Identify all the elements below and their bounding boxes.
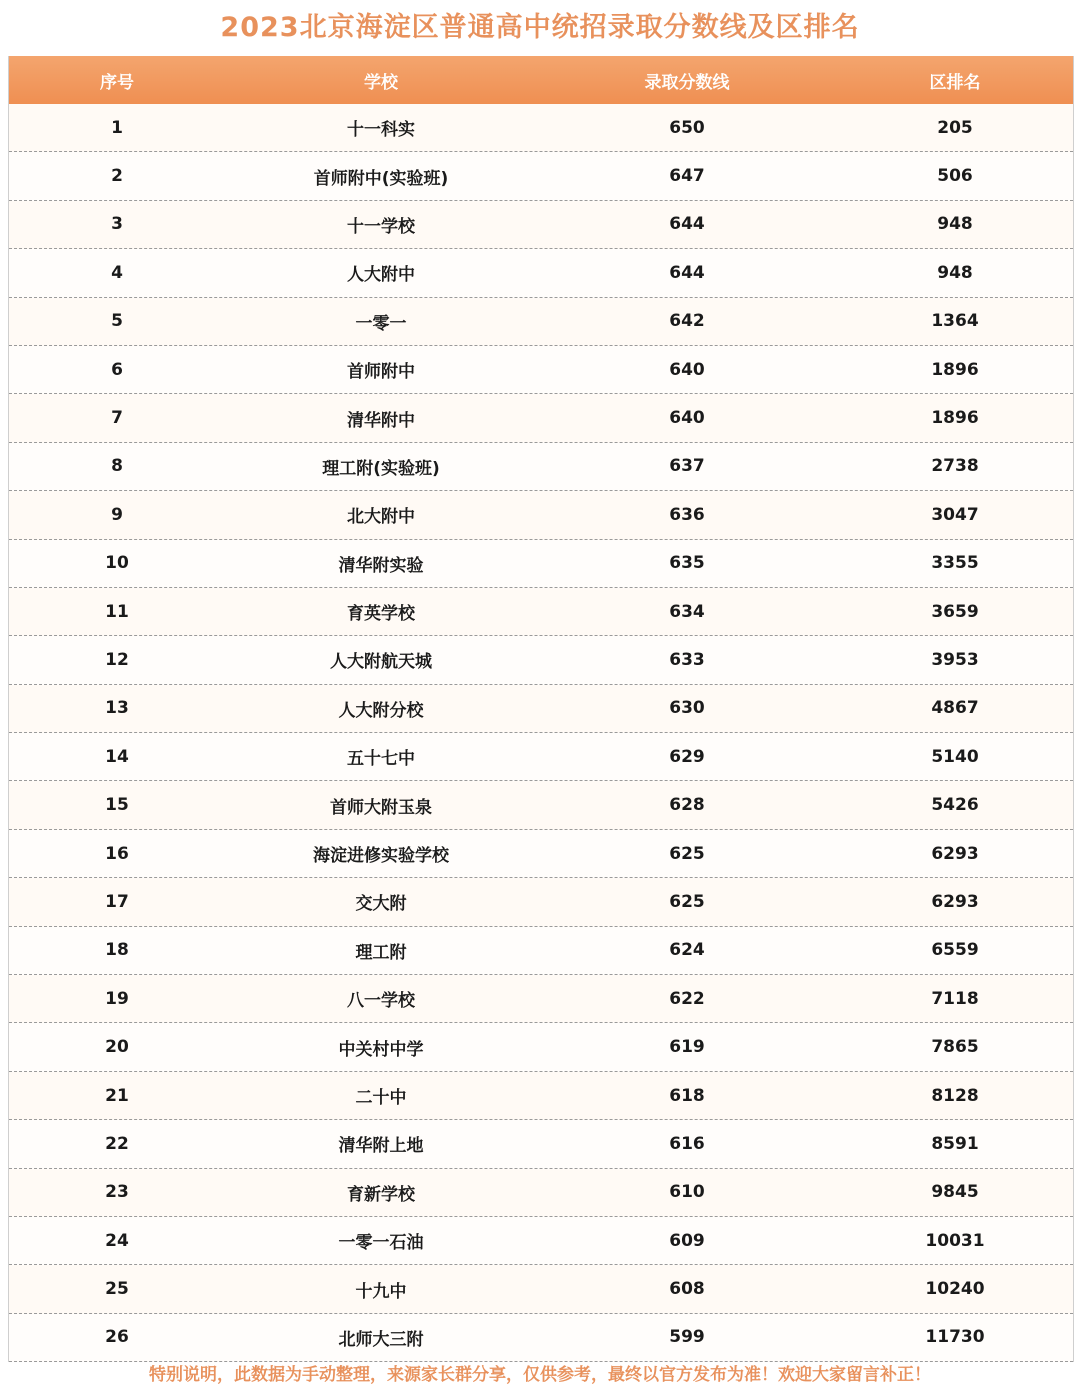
- table-row: [9, 152, 1073, 200]
- table-row: [9, 830, 1073, 878]
- row-score: 618: [669, 1085, 705, 1106]
- table-row: [9, 540, 1073, 588]
- table-row: [9, 201, 1073, 249]
- row-rank: 8591: [931, 1133, 979, 1154]
- row-school: 清华附中: [347, 410, 415, 431]
- row-score: 630: [669, 698, 705, 719]
- row-rank: 5426: [931, 795, 979, 816]
- row-index: 24: [105, 1230, 129, 1251]
- table-row: [9, 104, 1073, 152]
- row-index: 3: [111, 214, 123, 235]
- row-score: 642: [669, 311, 705, 332]
- row-school: 十一科实: [347, 120, 415, 141]
- row-score: 624: [669, 940, 705, 961]
- row-school: 一零一: [355, 313, 407, 334]
- table-row: [9, 1314, 1073, 1362]
- column-header-school: 学校: [364, 72, 398, 93]
- table-row: [9, 1169, 1073, 1217]
- row-score: 610: [669, 1182, 705, 1203]
- row-school: 北师大三附: [338, 1329, 424, 1350]
- row-score: 599: [669, 1327, 705, 1348]
- row-rank: 10240: [925, 1279, 985, 1300]
- row-index: 10: [105, 553, 129, 574]
- table-row: [9, 781, 1073, 829]
- row-index: 11: [105, 601, 129, 622]
- row-rank: 8128: [931, 1085, 979, 1106]
- row-rank: 5140: [931, 746, 979, 767]
- table-row: [9, 346, 1073, 394]
- row-index: 2: [111, 166, 123, 187]
- row-school: 北大附中: [347, 507, 415, 528]
- row-rank: 6293: [931, 843, 979, 864]
- row-rank: 9845: [931, 1182, 979, 1203]
- row-score: 628: [669, 795, 705, 816]
- row-school: 一零一石油: [338, 1233, 424, 1254]
- row-rank: 3355: [931, 553, 979, 574]
- row-rank: 6293: [931, 891, 979, 912]
- score-table: [8, 56, 1074, 1362]
- row-rank: 4867: [931, 698, 979, 719]
- row-score: 636: [669, 504, 705, 525]
- row-school: 清华附上地: [338, 1136, 424, 1157]
- table-row: [9, 1265, 1073, 1313]
- table-row: [9, 1072, 1073, 1120]
- row-school: 人大附分校: [338, 700, 424, 721]
- row-index: 12: [105, 649, 129, 670]
- table-row: [9, 927, 1073, 975]
- row-school: 理工附(实验班): [322, 458, 440, 479]
- row-school: 人大附中: [347, 265, 415, 286]
- table-row: [9, 878, 1073, 926]
- row-score: 650: [669, 117, 705, 138]
- row-school: 海淀进修实验学校: [313, 846, 449, 867]
- row-score: 616: [669, 1133, 705, 1154]
- table-row: [9, 443, 1073, 491]
- row-rank: 3047: [931, 504, 979, 525]
- row-score: 609: [669, 1230, 705, 1251]
- row-school: 首师附中(实验班): [313, 168, 449, 189]
- row-index: 20: [105, 1037, 129, 1058]
- row-index: 7: [111, 408, 123, 429]
- row-score: 625: [669, 843, 705, 864]
- row-rank: 11730: [925, 1327, 985, 1348]
- row-index: 25: [105, 1279, 129, 1300]
- table-row: [9, 249, 1073, 297]
- row-score: 629: [669, 746, 705, 767]
- row-rank: 3953: [931, 649, 979, 670]
- row-school: 五十七中: [347, 749, 415, 770]
- table-row: [9, 1120, 1073, 1168]
- row-score: 640: [669, 359, 705, 380]
- row-index: 15: [105, 795, 129, 816]
- row-score: 647: [669, 166, 705, 187]
- row-school: 理工附: [355, 942, 407, 963]
- row-index: 16: [105, 843, 129, 864]
- row-score: 622: [669, 988, 705, 1009]
- table-row: [9, 636, 1073, 684]
- row-score: 644: [669, 214, 705, 235]
- row-score: 608: [669, 1279, 705, 1300]
- row-index: 13: [105, 698, 129, 719]
- row-index: 14: [105, 746, 129, 767]
- row-rank: 7865: [931, 1037, 979, 1058]
- row-index: 9: [111, 504, 123, 525]
- row-rank: 948: [937, 214, 973, 235]
- row-score: 640: [669, 408, 705, 429]
- row-index: 8: [111, 456, 123, 477]
- row-rank: 1364: [931, 311, 979, 332]
- column-header-rank: 区排名: [929, 72, 981, 93]
- row-school: 交大附: [355, 894, 407, 915]
- table-row: [9, 394, 1073, 442]
- row-index: 6: [111, 359, 123, 380]
- row-school: 十一学校: [347, 216, 415, 237]
- row-index: 21: [105, 1085, 129, 1106]
- row-index: 17: [105, 891, 129, 912]
- row-school: 首师大附玉泉: [330, 797, 432, 818]
- row-index: 18: [105, 940, 129, 961]
- row-index: 23: [105, 1182, 129, 1203]
- row-score: 644: [669, 262, 705, 283]
- page-title: 2023北京海淀区普通高中统招录取分数线及区排名: [220, 12, 860, 43]
- row-school: 清华附实验: [338, 555, 424, 576]
- table-row: [9, 975, 1073, 1023]
- column-header-index: 序号: [100, 72, 134, 93]
- row-rank: 948: [937, 262, 973, 283]
- row-score: 625: [669, 891, 705, 912]
- table-row: [9, 1023, 1073, 1071]
- row-index: 1: [111, 117, 123, 138]
- row-school: 十九中: [355, 1281, 407, 1302]
- row-rank: 2738: [931, 456, 979, 477]
- row-school: 中关村中学: [338, 1039, 424, 1060]
- table-row: [9, 1217, 1073, 1265]
- row-school: 二十中: [355, 1088, 407, 1108]
- table-row: [9, 298, 1073, 346]
- row-score: 637: [669, 456, 705, 477]
- table-row: [9, 588, 1073, 636]
- row-rank: 506: [937, 166, 973, 187]
- row-rank: 10031: [925, 1230, 985, 1251]
- row-score: 635: [669, 553, 705, 574]
- row-score: 634: [669, 601, 705, 622]
- row-rank: 7118: [931, 988, 979, 1009]
- row-school: 首师附中: [347, 362, 415, 383]
- table-row: [9, 733, 1073, 781]
- row-rank: 6559: [931, 940, 979, 961]
- row-index: 4: [111, 262, 123, 283]
- row-school: 育新学校: [347, 1184, 415, 1205]
- table-row: [9, 685, 1073, 733]
- row-school: 人大附航天城: [330, 652, 432, 673]
- row-rank: 1896: [931, 359, 979, 380]
- row-school: 八一学校: [347, 991, 415, 1012]
- column-header-score: 录取分数线: [644, 72, 730, 93]
- row-index: 19: [105, 988, 129, 1009]
- row-rank: 1896: [931, 408, 979, 429]
- row-index: 5: [111, 311, 123, 332]
- row-score: 633: [669, 649, 705, 670]
- row-score: 619: [669, 1037, 705, 1058]
- row-school: 育英学校: [347, 604, 415, 625]
- footer-note: 特别说明，此数据为手动整理，来源家长群分享，仅供参考，最终以官方发布为准！欢迎大家留言补正！: [149, 1365, 931, 1385]
- row-index: 26: [105, 1327, 129, 1348]
- row-rank: 3659: [931, 601, 979, 622]
- row-index: 22: [105, 1133, 129, 1154]
- table-header: [9, 56, 1073, 104]
- table-body: [9, 104, 1073, 1362]
- row-rank: 205: [937, 117, 973, 138]
- table-row: [9, 491, 1073, 539]
